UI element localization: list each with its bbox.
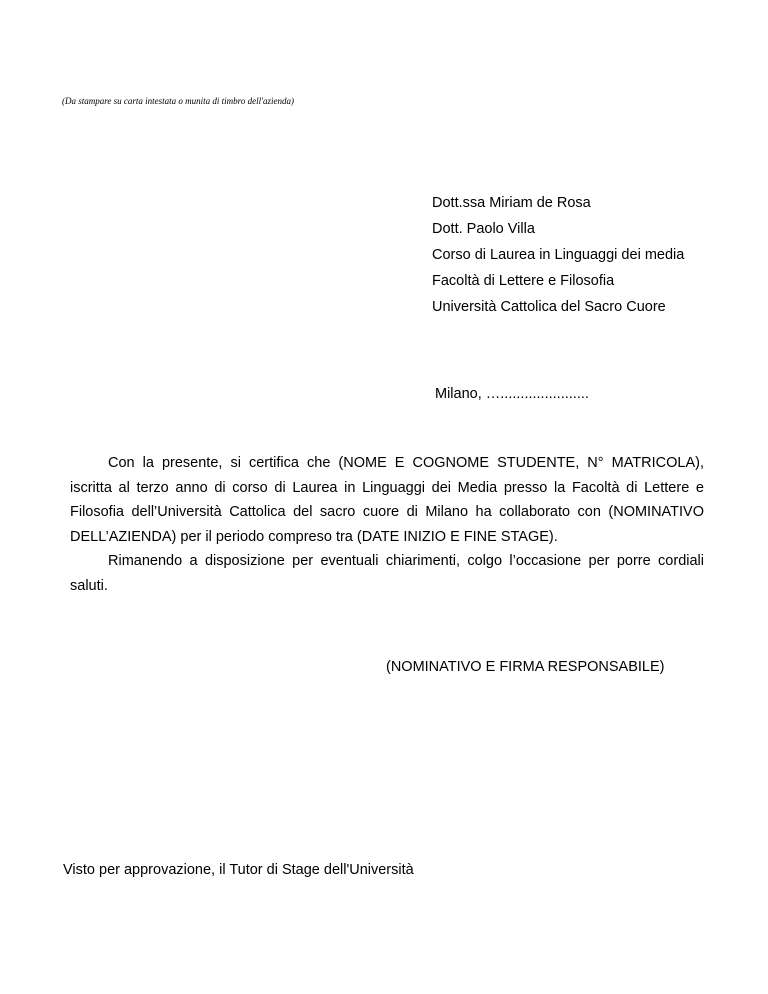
recipient-line: Dott. Paolo Villa bbox=[432, 221, 535, 237]
recipient-line: Dott.ssa Miriam de Rosa bbox=[432, 195, 591, 211]
recipient-line: Corso di Laurea in Linguaggi dei media bbox=[432, 247, 685, 263]
letterhead-note: (Da stampare su carta intestata o munita di timbro dell'azienda) bbox=[62, 96, 294, 106]
letter-body bbox=[70, 451, 704, 599]
place-date-line: Milano, …...................... bbox=[435, 386, 589, 402]
approval-line: Visto per approvazione, il Tutor di Stage dell'Università bbox=[63, 862, 414, 878]
recipient-line: Università Cattolica del Sacro Cuore bbox=[432, 299, 666, 315]
recipient-line: Facoltà di Lettere e Filosofia bbox=[432, 273, 615, 289]
body-paragraph-closing: Rimanendo a disposizione per eventuali chiarimenti, colgo l’occasione per porre cordiali saluti. bbox=[70, 553, 704, 594]
body-paragraph-certification: Con la presente, si certifica che (NOME E COGNOME STUDENTE, N° MATRICOLA), iscritta al terzo anno di corso di Laurea in Linguaggi dei Media presso la Facoltà di Lettere e Filosofia dell’Università Cattolica del sacro cuore di Milano ha collaborato con (NOMINATIVO DELL’AZIENDA) per il periodo compreso tra (DATE INIZIO E FINE STAGE). bbox=[70, 455, 704, 545]
recipient-address-block bbox=[432, 193, 684, 323]
signature-placeholder: (NOMINATIVO E FIRMA RESPONSABILE) bbox=[386, 659, 665, 675]
